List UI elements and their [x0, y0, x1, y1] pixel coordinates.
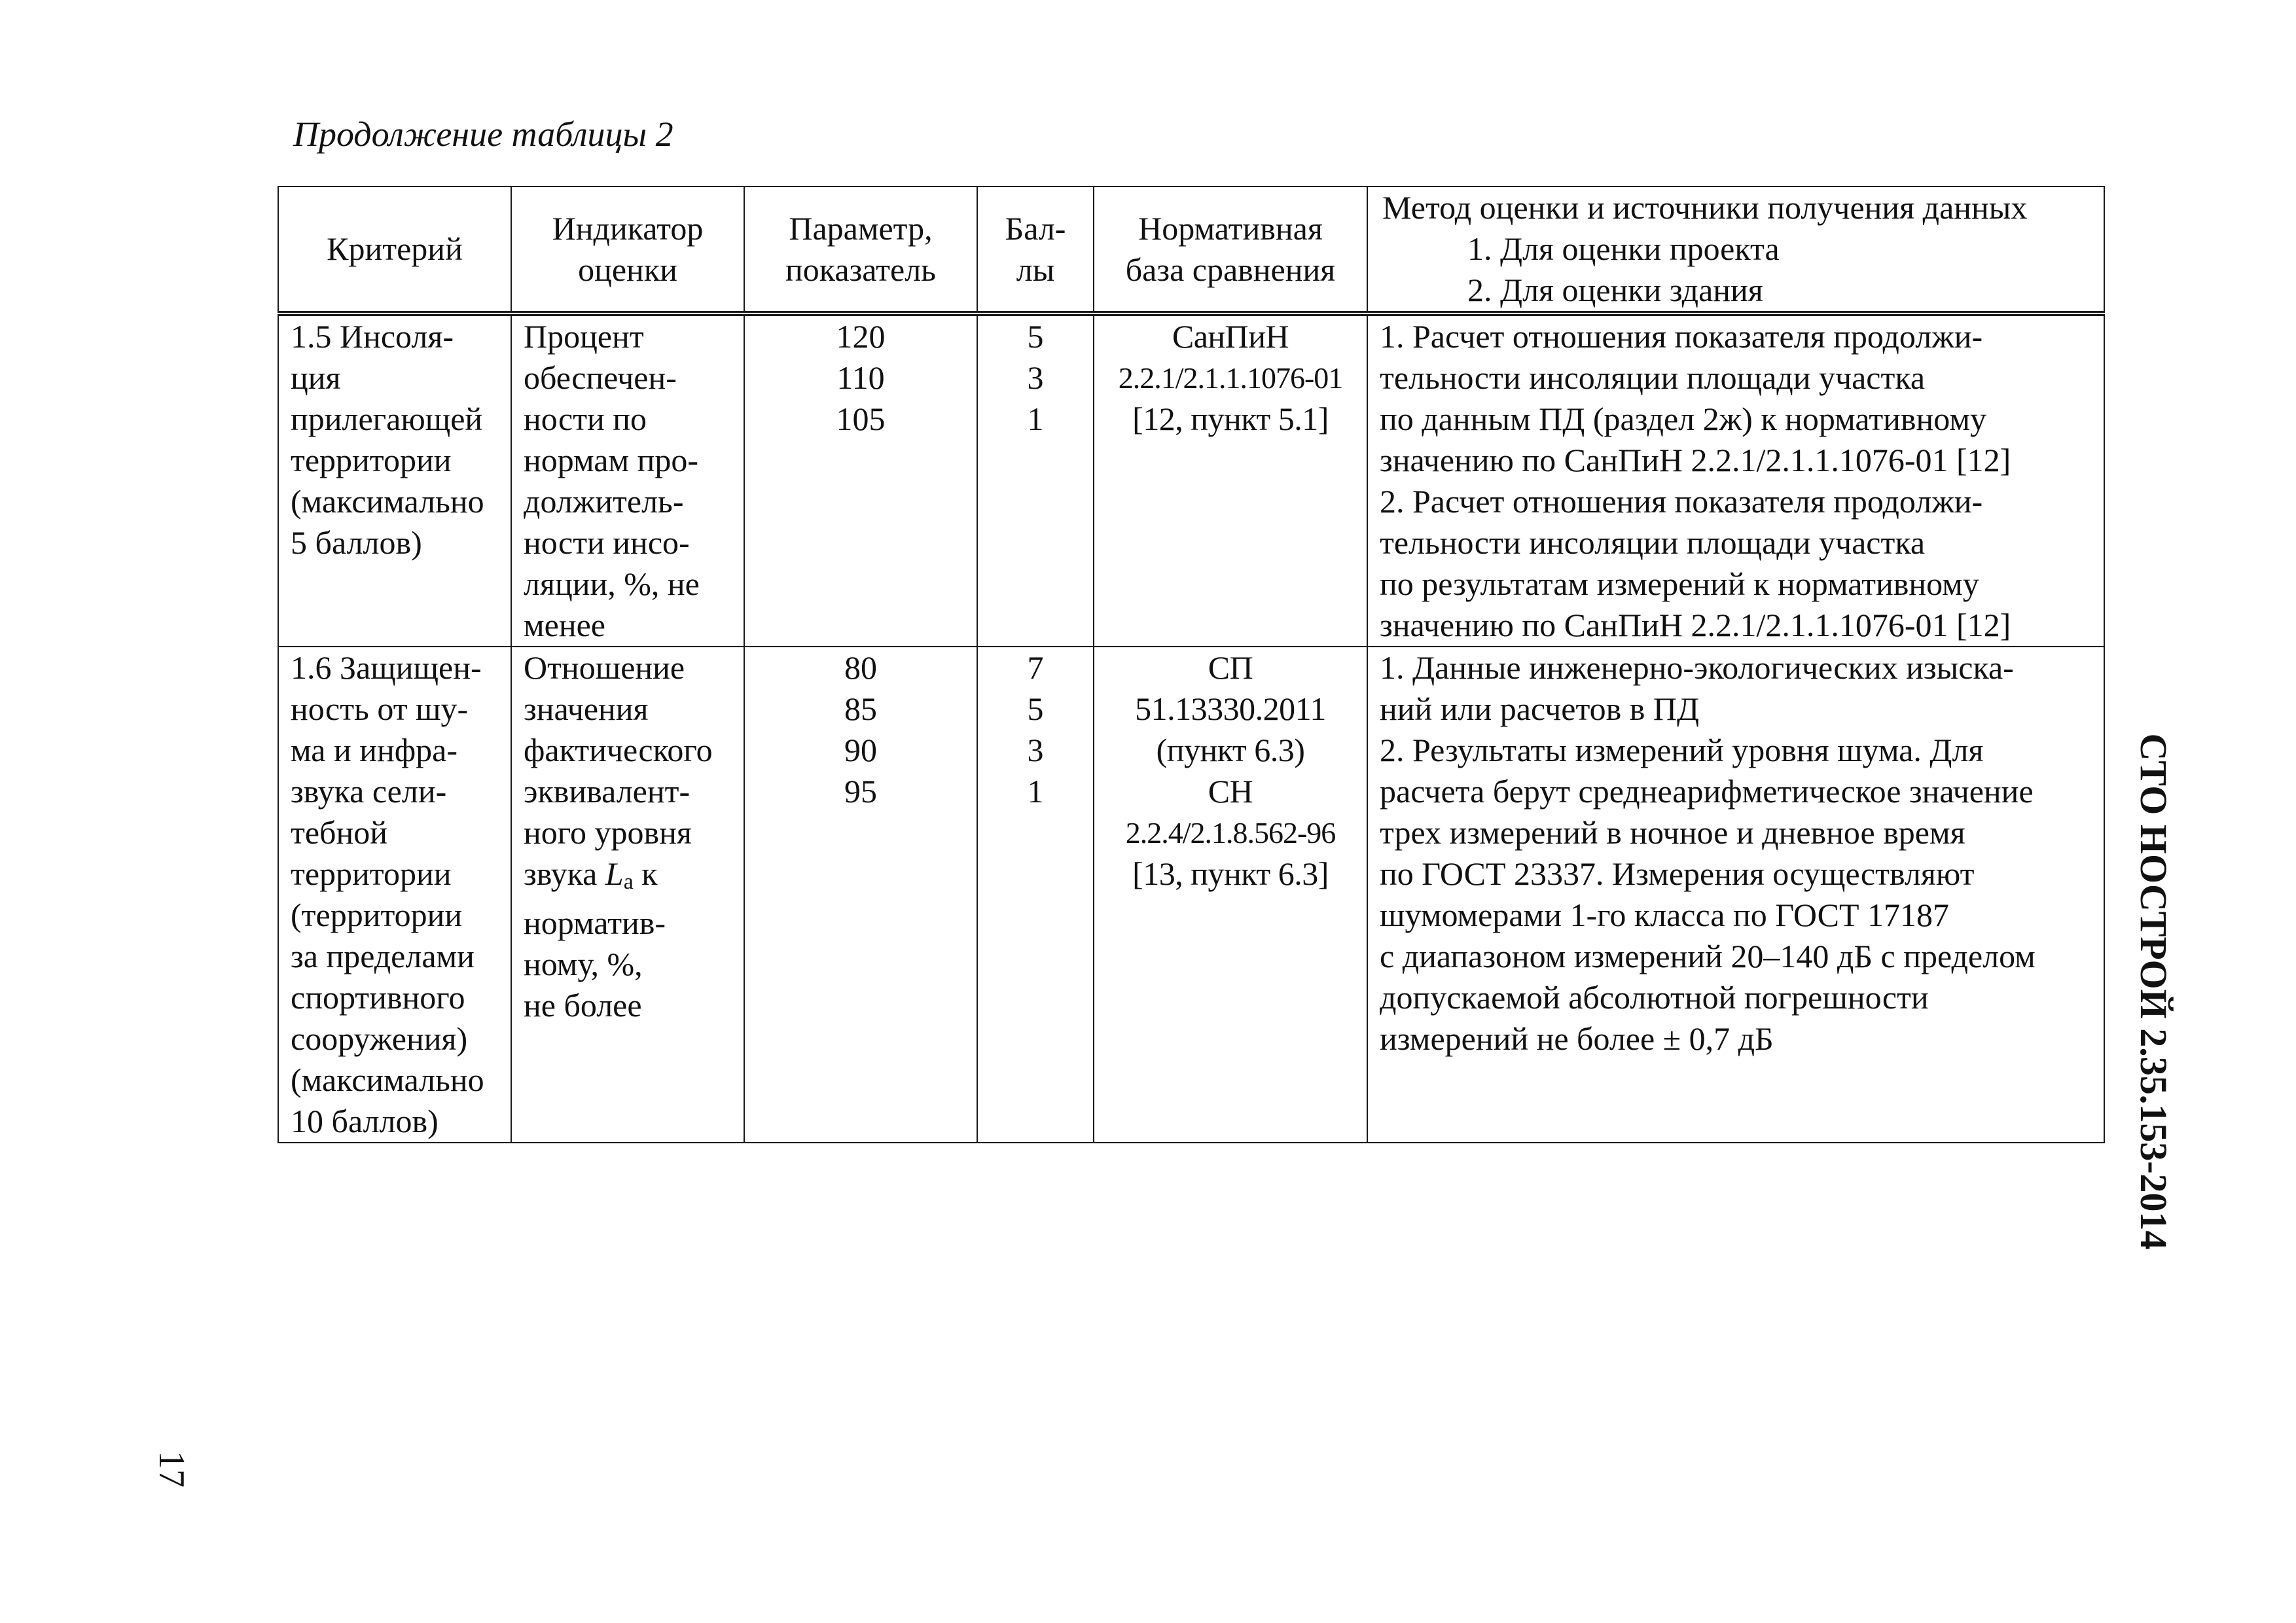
- page-number-text: 17: [151, 1451, 192, 1488]
- table-row: [278, 313, 2104, 647]
- cell-norm-base: СП 51.13330.2011 (пункт 6.3) СН 2.2.4/2.1.8.562-96 [13, пункт 6.3]: [1094, 647, 1367, 1143]
- table-row: [278, 647, 2104, 1143]
- cell-indicator: Процент обеспечен- ности по нормам про- должитель- ности инсо- ляции, %, не менее: [511, 313, 744, 647]
- cell-method: 1. Данные инженерно-экологических изыска- ний или расчетов в ПД 2. Результаты измерений уровня шума. Для расчета берут среднеарифметическое значение трех измерений в ночное и дневное время по ГОСТ 23337. Измерения осуществляют шумомерами 1-го класса по ГОСТ 17187 с диапазоном измерений 20–140 дБ с пределом допускаемой абсолютной погрешности измерений не более ± 0,7 дБ: [1367, 647, 2104, 1143]
- header-method-title: Метод оценки и источники получения данных: [1382, 189, 2028, 226]
- cell-criterion: 1.6 Защищен- ность от шу- ма и инфра- звука сели- тебной территории (территории за пределами спортивного сооружения) (максимально 10 баллов): [278, 647, 511, 1143]
- indicator-line-sound-level: звука $L_а$ к: [524, 855, 658, 894]
- cell-criterion: 1.5 Инсоля- ция прилегающей территории (максимально 5 баллов): [278, 313, 511, 647]
- data-table: [278, 186, 2105, 1143]
- header-method: [1367, 187, 2104, 313]
- header-points: Бал- лы: [977, 187, 1094, 313]
- cell-parameter: 120 110 105: [744, 313, 977, 647]
- header-norm-base: Нормативная база сравнения: [1094, 187, 1367, 313]
- header-method-item-building: 2. Для оценки здания: [1467, 272, 1763, 308]
- cell-indicator: Отношение значения фактического эквивалент- ного уровня звука $L_а$ к норматив- ному, %, не более: [511, 647, 744, 1143]
- cell-method: 1. Расчет отношения показателя продолжи- тельности инсоляции площади участка по данным ПД (раздел 2ж) к нормативному значению по СанПиН 2.2.1/2.1.1.1076-01 [12] 2. Расчет отношения показателя продолжи- тельности инсоляции площади участка по результатам измерений к нормативному значению по СанПиН 2.2.1/2.1.1.1076-01 [12]: [1367, 313, 2104, 647]
- header-indicator: Индикатор оценки: [511, 187, 744, 313]
- header-criterion: Критерий: [278, 187, 511, 313]
- document-code-text: СТО НОСТРОЙ 2.35.153-2014: [2132, 733, 2175, 1250]
- cell-parameter: 80 85 90 95: [744, 647, 977, 1143]
- cell-points: 7 5 3 1: [977, 647, 1094, 1143]
- table-continuation-caption: Продолжение таблицы 2: [293, 115, 673, 154]
- cell-points: 5 3 1: [977, 313, 1094, 647]
- cell-norm-base: СанПиН 2.2.1/2.1.1.1076-01 [12, пункт 5.1]: [1094, 313, 1367, 647]
- header-method-item-project: 1. Для оценки проекта: [1467, 230, 1780, 267]
- header-parameter: Параметр, показатель: [744, 187, 977, 313]
- table-header-row: [278, 187, 2104, 313]
